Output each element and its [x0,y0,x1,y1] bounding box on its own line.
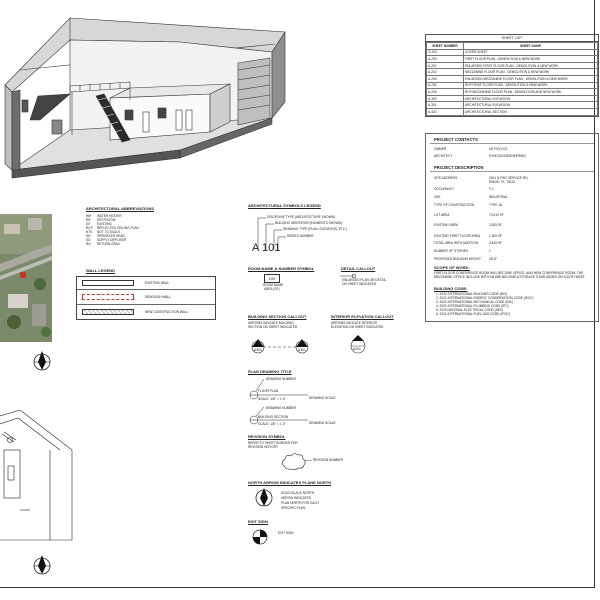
detail-callout-desc-1: ENLARGED PLAN OR DETAIL [342,278,387,282]
list-item-desc: RESTROOM [97,218,116,222]
scope-title: SCOPE OF WORK: [434,265,470,270]
revision-number-label: REVISION NUMBER [313,458,343,462]
list-item-desc: REFLECTED CEILING PLAN [97,226,139,230]
scope-line-2: MEZZANINE OFFICE INCLUDE WITH AN ARE BECOME A STORAGE STAIR ADDED ON SOUTH WEST [434,275,585,279]
list-item-abbr: RG [86,242,91,246]
list-item-desc: SUPPLY DIFFUSER [97,238,127,242]
lot-area-value: 70,919 SF [489,213,504,217]
drawing-number-label-1: DRAWING NUMBER [266,377,296,381]
scope-line-1: FIRST-FLOOR CONFERENCE ROOM WILL BECOME OFFICE, AND NEW CONFERENCE ROOM. THE [434,271,584,275]
list-item: 3. 2021 INTERNATIONAL MECHANICAL CODE (IMC) [436,300,514,304]
scale-text-2: SCALE: 1/8" = 1'-0" [258,422,286,426]
drawing-scale-label-2: DRAWING SCALE [309,421,336,425]
total-area-value: 3,445 SF [489,241,502,245]
revision-desc-1: REFER TO SHEET BORDER FOR [248,441,298,445]
table-row [427,95,598,102]
sheet-number: G-100 [427,49,464,56]
existing-wall-label: EXISTING WALL [145,281,170,285]
occupancy-value: F-1 [489,187,494,191]
sheet-name: RCP MEZZANINE FLOOR PLAN - DEMOLITION AND NEW WORK [464,89,598,96]
list-item-abbr: SH [86,234,91,238]
site-aerial-image [0,214,52,342]
north-arrow-desc-2: ARROW INDICATES [281,496,311,500]
building-height-value: 28'-6" [489,257,498,261]
project-description-title: PROJECT DESCRIPTION [434,165,484,170]
abbreviations-title: ARCHITECTURAL ABBREVIATIONS [86,206,154,211]
construction-type-label: TYPE OF CONSTRUCTION [434,203,475,207]
sheet-index-table [425,34,599,117]
sheet-name: FIRST FLOOR PLAN - DEMOLITION & NEW WORK [464,56,598,63]
sheet-number: A-202 [427,69,464,76]
north-arrow-title: NORTH ARROW INDICATES PLANE NORTH [248,480,332,485]
sheet-name-header: SHEET NAME [464,43,598,50]
sheet-name: ARCHITECTURAL SECTION [464,108,598,115]
list-item-desc: SPRINKLER HEAD [97,234,125,238]
detail-callout-title: DETAIL CALLOUT [341,266,376,271]
sheet-name: RCP FIRST FLOOR PLAN - DEMOLITION & NEW WORK [464,82,598,89]
symbols-title: ARCHITECTURAL SYMBOLS LEGEND [248,203,321,208]
list-item-abbr: RR [86,218,91,222]
revision-desc-2: REVISION HISTORY [248,445,279,449]
sheet-number: A-205 [427,89,464,96]
list-item-desc: EXISTING [97,222,112,226]
north-arrow-icon [31,347,53,373]
building-height-label: PROPOSED BUILDING HEIGHT [434,257,481,261]
detail-callout-desc-2: ON SHEET INDICATED [342,282,377,286]
list-item-desc: NOT TO SCALE [97,230,121,234]
building-code-title: BUILDING CODE: [434,286,468,291]
list-item: 5. 2020 NATIONAL ELECTRICAL CODE (NEC) [436,308,504,312]
occupancy-label: OCCUPANCY [434,187,455,191]
interior-elevation-symbol [347,333,369,357]
sheet-number: A-301 [427,102,464,109]
project-info-panel [425,133,599,322]
north-arrow-desc-4: SPECIFIC PLAN [281,506,305,510]
stories-value: 1 [489,249,491,253]
project-contacts-title: PROJECT CONTACTS [434,137,478,142]
building-section-desc-2: SECTION ON SHEET INDICATED [248,325,298,329]
new-wall-swatch [82,309,134,315]
sheet-number: A-201 [427,62,464,69]
table-row [427,102,598,109]
architect-value: SYNCON ENGINEERING [489,154,526,158]
elevation-ref: A201 [353,347,361,351]
existing-area-label: EXISTING AREA [434,223,459,227]
sample-discipline-letter: A [252,242,260,254]
stories-label: NUMBER OF STORIES [434,249,468,253]
list-item-abbr: WH [86,214,92,218]
list-item-abbr: EX [86,222,91,226]
site-address-value: 2001 N FWY SERVICE RD, ENNIS, TX, 75119 [489,176,529,184]
sheet-number: A-203 [427,75,464,82]
lot-area-label: LOT AREA [434,213,450,217]
building-3d-view [0,0,290,200]
series-number-text: SERIES NUMBER [287,234,314,238]
table-row [427,62,598,69]
table-row [427,89,598,96]
architect-label: ARCHITECT [434,154,453,158]
floor-plan-label: FLOOR PLAN [258,389,279,393]
revision-cloud-icon [278,452,312,472]
list-item: 2. 2021 INTERNATIONAL ENERGY CONSERVATION CODE (IECC) [436,296,534,300]
room-area-text: AREA (SF) [264,287,280,291]
section-ref-right: A301 [298,348,306,352]
building-identifier-text: BUILDING IDENTIFIER (ELEMENTS SHOWN) [275,221,342,225]
drawing-scale-label-1: DRAWING SCALE [309,396,336,400]
discipline-type-text: DISCIPLINE TYPE (ARCHITECTURE SHOWN) [267,215,335,219]
sheet-name: ARCHITECTURAL ELEVATION [464,95,598,102]
interior-elevation-title: INTERIOR ELEVATION CALLOUT [331,314,394,319]
building-section-title: BUILDING SECTION CALLOUT [248,314,307,319]
existing-wall-swatch [82,280,134,286]
building-section-symbol [250,335,310,359]
demolish-wall-label: DEMOLISH WALL [145,295,172,299]
table-row [427,108,598,115]
list-item-desc: WATER HEATER [97,214,122,218]
list-item-abbr: RCP [86,226,93,230]
table-row [427,69,598,76]
interior-elevation-desc-1: ARROWS INDICATE INTERIOR [331,321,377,325]
total-area-label: TOTAL AREA WITH ADDITION [434,241,479,245]
site-address-label: SITE ADDRESS [434,176,458,180]
demolish-wall-swatch [82,294,134,300]
plan-title-title: PLAN DRAWING TITLE [248,369,292,374]
table-row [427,56,598,63]
use-label: USE [434,195,441,199]
use-value: INDUSTRIAL [489,195,508,199]
revision-title: REVISION SYMBOL [248,434,286,439]
north-arrow-desc-1: SOLID BLACK NORTH [281,491,315,495]
list-item: 6. 2021 INTERNATIONAL FUEL GAS CODE (IFGC) [436,312,510,316]
sheet-name: ARCHITECTURAL ELEVATION [464,102,598,109]
owner-label: OWNER [434,147,447,151]
room-name-text: ROOM NAME [263,283,284,287]
new-wall-label: NEW CONSTRUCTION WALL [145,310,189,314]
exit-sign-icon [250,527,270,547]
list-item-abbr: SD [86,238,91,242]
list-item-abbr: NTS [86,230,93,234]
list-item: 1. 2021 INTERNATIONAL BUILDING CODE (IBC) [436,292,508,296]
sheet-number: A-400 [427,108,464,115]
sheet-name: ENLARGED FIRST FLOOR PLAN - DEMOLITION & NEW WORK [464,62,598,69]
sheet-index-title: SHEET LIST [426,35,598,42]
construction-type-value: TYPE 1A [489,203,503,207]
plan-title-symbols [248,375,328,435]
wall-legend-title: WALL LEGEND [86,268,116,273]
sheet-number: A-300 [427,95,464,102]
section-ref-left: A301 [254,348,262,352]
interior-elevation-desc-2: ELEVATION ON SHEET INDICATED [331,325,384,329]
table-row [427,75,598,82]
table-row [427,49,598,56]
building-section-label: BUILDING SECTION [258,415,289,419]
drawing-type-text: DRAWING TYPE (PLAN, ELEVATION, ETC.) [283,227,347,231]
sample-sheet-number: 101 [262,242,281,254]
existing-area-value: 2,505 SF [489,223,502,227]
exit-sign-title: EXIT SIGN [248,519,268,524]
north-arrow-desc-3: PLAN NORTH FOR EACH [281,501,319,505]
room-symbol-title: ROOM NAME & NUMBER SYMBOL [248,266,315,271]
exit-sign-label: EXIT SIGN [278,531,294,535]
sheet-number: A-204 [427,82,464,89]
sheet-name: COVER SHEET [464,49,598,56]
owner-value: US POLYCO [489,147,508,151]
first-floor-area-value: 1,305 SF [489,234,502,238]
table-row [427,82,598,89]
scale-text-1: SCALE: 1/8" = 1'-0" [258,397,286,401]
north-arrow-legend-icon [252,486,276,510]
sheet-number-header: SHEET NUMBER [427,43,464,50]
north-arrow-icon [31,551,53,577]
first-floor-area-label: EXISTING FIRST FLOOR AREA [434,234,481,238]
list-item: 4. 2021 INTERNATIONAL PLUMBING CODE (IPC) [436,304,509,308]
sheet-name: MEZZANINE FLOOR PLAN - DEMOLITION & NEW WORK [464,69,598,76]
list-item-desc: RETURN GRILL [97,242,121,246]
sheet-name: ENLARGED MEZZANINE FLOOR PLAN - DEMOLITION & NEW WORK [464,75,598,82]
building-section-desc-1: ARROWS INDICATE BUILDING [248,321,294,325]
drawing-number-label-2: DRAWING NUMBER [266,406,296,410]
sheet-number: A-200 [427,56,464,63]
room-number-box: 100 [264,274,280,283]
wall-legend-box [76,276,216,320]
site-plan-view [0,410,80,550]
